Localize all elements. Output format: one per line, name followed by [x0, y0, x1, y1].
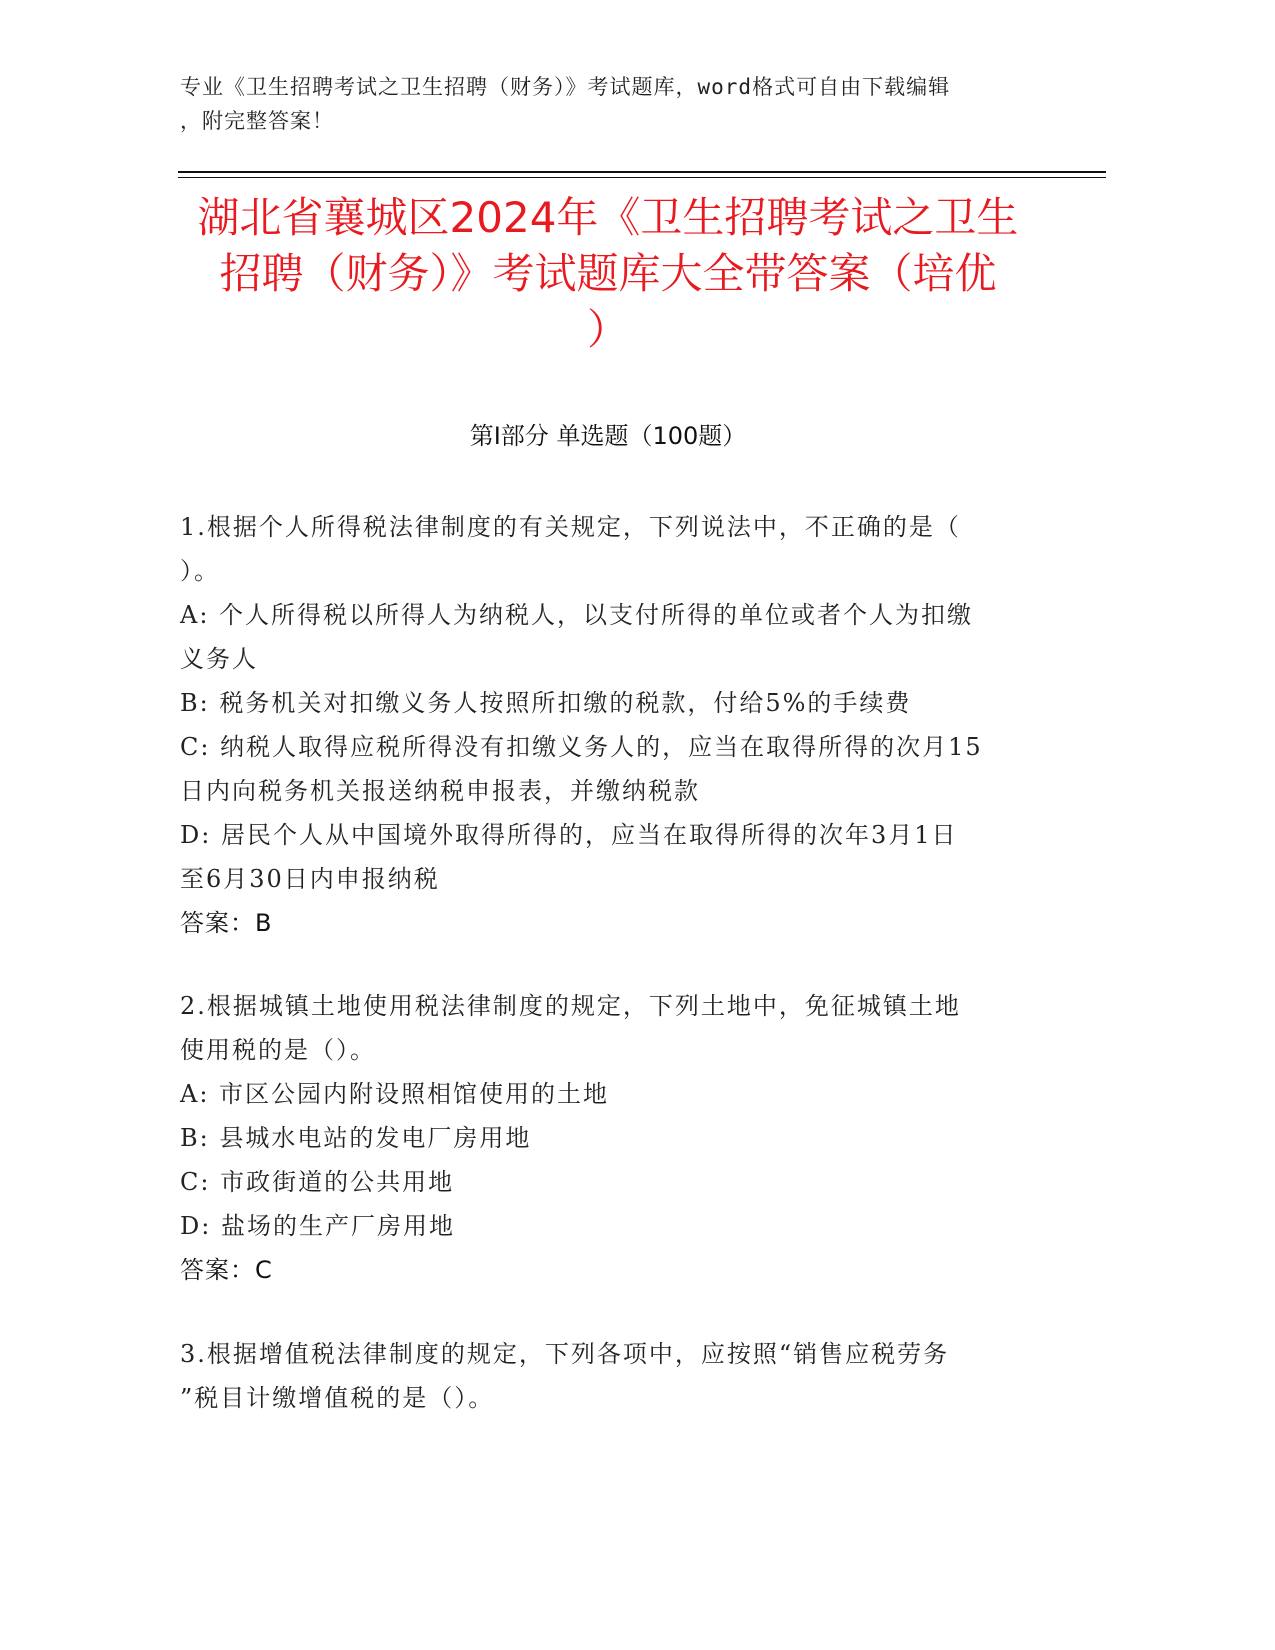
- question-stem-line: 2.根据城镇土地使用税法律制度的规定，下列土地中，免征城镇土地: [180, 992, 961, 1020]
- header-note-line: 专业《卫生招聘考试之卫生招聘（财务）》考试题库，word格式可自由下载编辑: [180, 75, 951, 99]
- question-2: [180, 984, 1040, 1292]
- document-title-line: 招聘（财务）》考试题库大全带答案（培优: [219, 249, 997, 298]
- option-d-line: 至6月30日内申报纳税: [180, 865, 440, 893]
- option-a-line: A: 个人所得税以所得人为纳税人，以支付所得的单位或者个人为扣缴: [180, 601, 974, 629]
- question-1: [180, 505, 1040, 945]
- header-note: [180, 70, 1040, 138]
- question-3: [180, 1332, 1040, 1420]
- option-d-line: D: 盐场的生产厂房用地: [180, 1212, 455, 1240]
- option-b-line: B: 县城水电站的发电厂房用地: [180, 1124, 532, 1152]
- option-d-line: D: 居民个人从中国境外取得所得的，应当在取得所得的次年3月1日: [180, 821, 958, 849]
- option-a-line: A: 市区公园内附设照相馆使用的土地: [180, 1080, 610, 1108]
- question-stem-line: ）。: [180, 557, 220, 585]
- document-title-line: 湖北省襄城区2024年《卫生招聘考试之卫生: [197, 193, 1019, 242]
- option-b-line: B: 税务机关对扣缴义务人按照所扣缴的税款，付给5%的手续费: [180, 689, 912, 717]
- option-c-line: C: 纳税人取得应税所得没有扣缴义务人的，应当在取得所得的次月15: [180, 733, 983, 761]
- answer-label: 答案：B: [180, 909, 273, 937]
- question-stem-line: 3.根据增值税法律制度的规定，下列各项中，应按照“销售应税劳务: [180, 1340, 950, 1368]
- option-c-line: 日内向税务机关报送纳税申报表，并缴纳税款: [180, 777, 700, 805]
- header-divider-thick: [178, 171, 1106, 173]
- option-a-line: 义务人: [180, 645, 258, 673]
- question-stem-line: 使用税的是（）。: [180, 1036, 376, 1064]
- section-heading: 第I部分 单选题（100题）: [469, 422, 747, 450]
- document-title-line: ）: [586, 305, 629, 354]
- header-note-line: ，附完整答案！: [180, 109, 334, 133]
- document-title: [178, 190, 1038, 358]
- header-divider-thin: [178, 177, 1106, 178]
- answer-label: 答案：C: [180, 1256, 273, 1284]
- question-stem-line: 1.根据个人所得税法律制度的有关规定，下列说法中，不正确的是（: [180, 513, 961, 541]
- question-stem-line: ”税目计缴增值税的是（）。: [180, 1384, 495, 1412]
- option-c-line: C: 市政街道的公共用地: [180, 1168, 455, 1196]
